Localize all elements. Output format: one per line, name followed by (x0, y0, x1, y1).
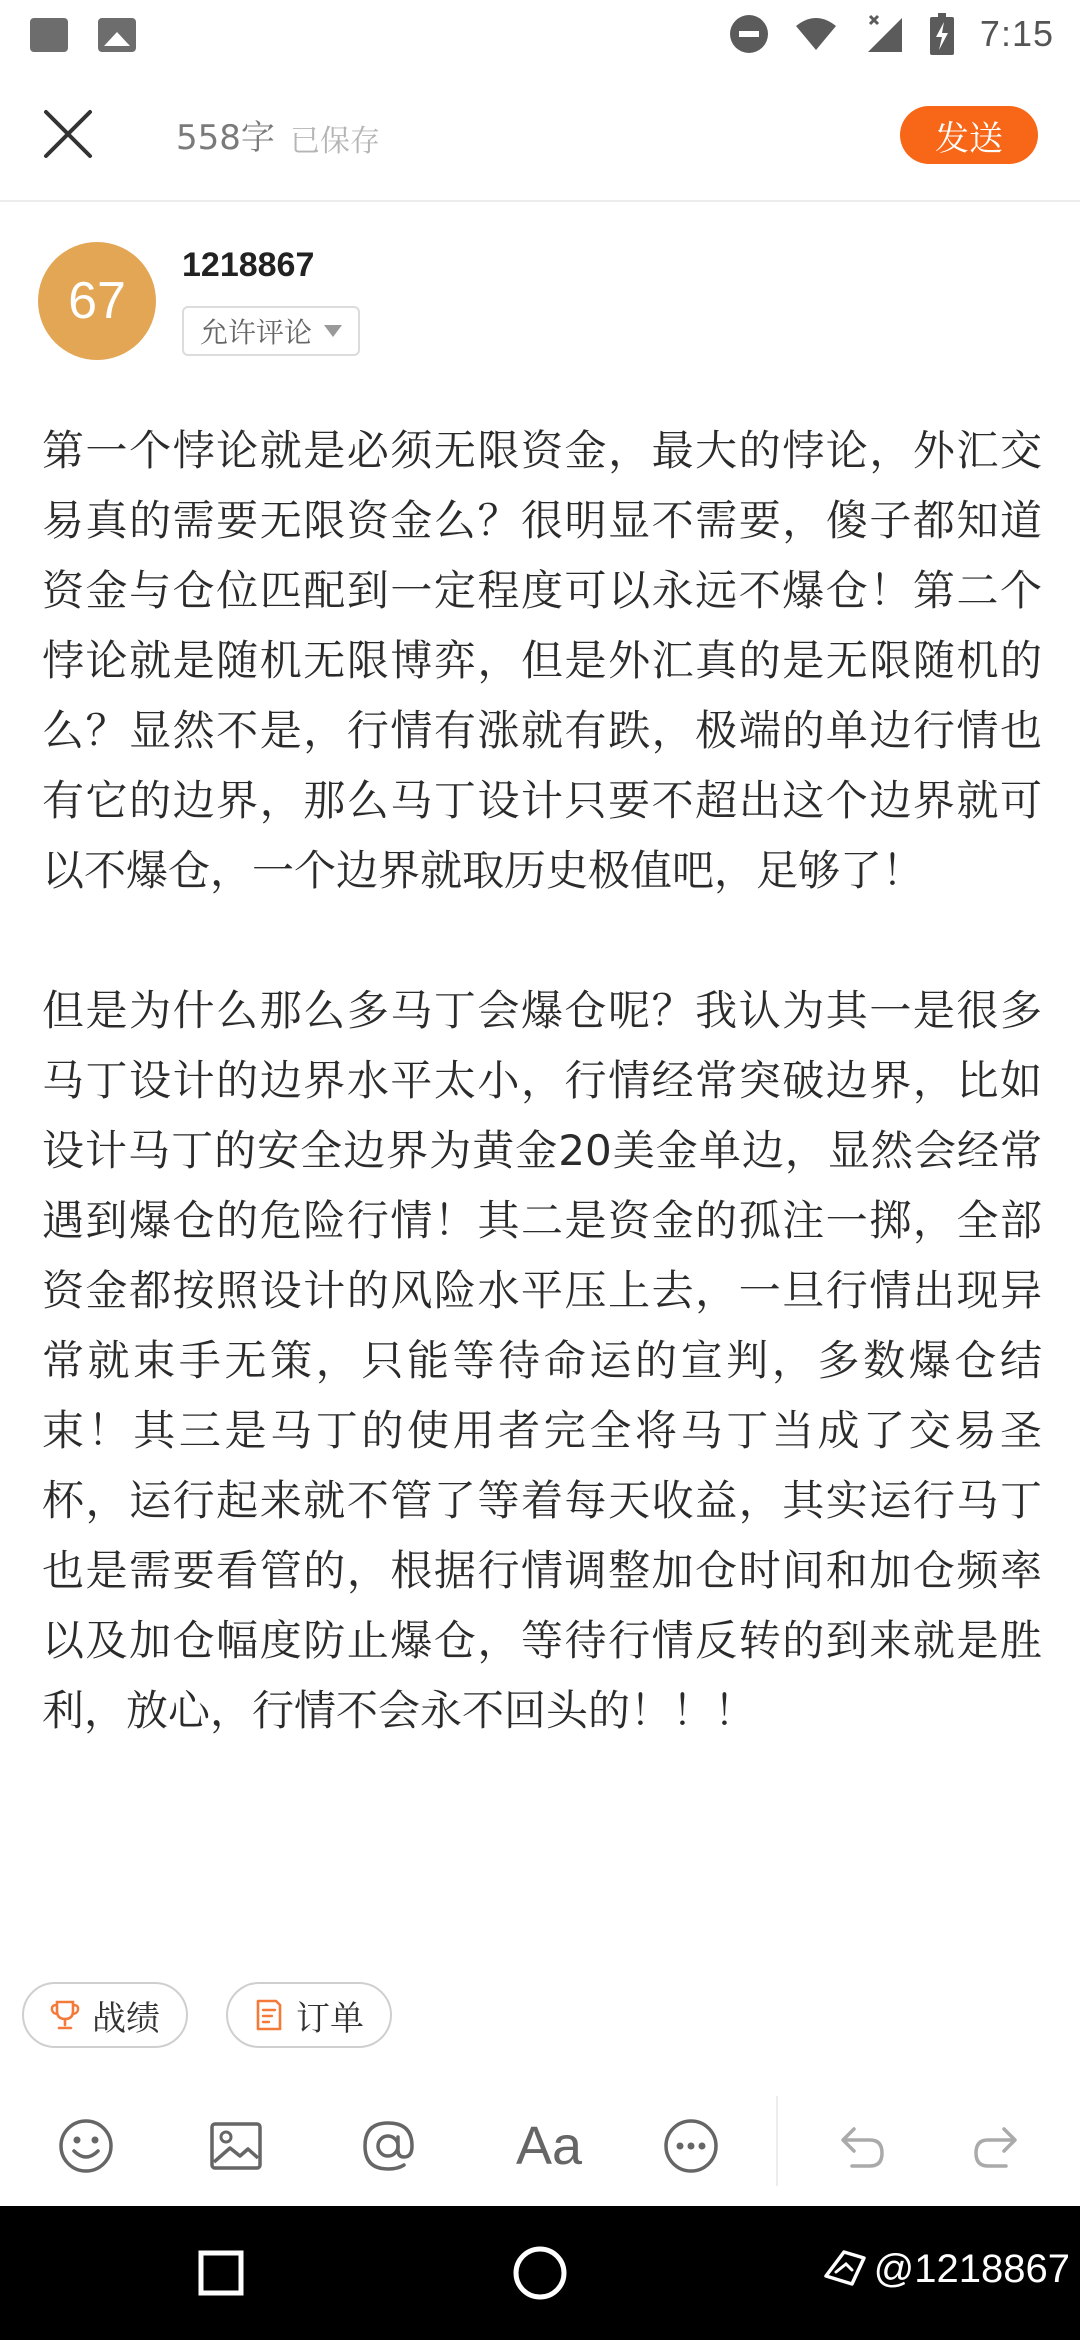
comment-permission-label: 允许评论 (200, 316, 313, 349)
attach-order-button[interactable] (226, 1982, 392, 2048)
avatar[interactable]: 67 (38, 242, 156, 360)
order-document-icon (252, 1998, 286, 2032)
paragraph: 但是为什么那么多马丁会爆仓呢？我认为其一是很多马丁设计的边界水平太小，行情经常突破边界，比如设计马丁的安全边界为黄金20美金单边，显然会经常遇到爆仓的危险行情！其二是资金的孤注一掷，全部资金都按照设计的风险水平压上去，一旦行情出现异常就束手无策，只能等待命运的宣判，多数爆仓结束！其三是马丁的使用者完全将马丁当成了交易圣杯，运行起来就不管了等着每天收益，其实运行马丁也是需要看管的，根据行情调整加仓时间和加仓频率以及加仓幅度防止爆仓，等待行情反转的到来就是胜利，放心，行情不会永不回头的！！！ (42, 986, 1042, 1735)
send-button[interactable]: 发送 (900, 106, 1038, 164)
attach-order-label: 订单 (296, 1998, 364, 2039)
close-icon (36, 102, 100, 166)
text-format-button[interactable] (504, 2110, 594, 2182)
paragraph: 第一个悖论就是必须无限资金，最大的悖论，外汇交易真的需要无限资金么？很明显不需要，傻子都知道资金与仓位匹配到一定程度可以永远不爆仓！第二个悖论就是随机无限博弈，但是外汇真的是无限随机的么？显然不是，行情有涨就有跌，极端的单边行情也有它的边界，那么马丁设计只要不超出这个边界就可以不爆仓，一个边界就取历史极值吧，足够了！ (42, 426, 1042, 895)
post-editor-body[interactable] (42, 416, 1042, 1746)
emoji-button[interactable] (50, 2110, 122, 2182)
image-notification-icon (98, 18, 136, 52)
watermark-text: @1218867 (873, 2246, 1070, 2291)
word-count: 558字 (176, 118, 275, 158)
platform-logo-icon (822, 2246, 868, 2292)
undo-button[interactable] (824, 2110, 896, 2182)
username: 1218867 (182, 246, 315, 284)
cellular-signal-icon (864, 14, 904, 54)
mention-button[interactable] (352, 2110, 424, 2182)
more-icon (661, 2116, 721, 2176)
more-button[interactable] (655, 2110, 727, 2182)
wifi-icon (794, 16, 838, 52)
insert-image-button[interactable] (200, 2110, 272, 2182)
emoji-icon (56, 2116, 116, 2176)
do-not-disturb-icon (730, 15, 768, 53)
battery-charging-icon (930, 13, 954, 55)
status-bar (0, 0, 1080, 66)
image-icon (206, 2116, 266, 2176)
close-button[interactable] (36, 102, 100, 166)
dropdown-caret-icon (324, 325, 342, 337)
home-button[interactable] (503, 2236, 577, 2310)
trophy-icon (48, 1998, 82, 2032)
saved-status: 已保存 (290, 124, 380, 159)
editor-header (0, 66, 1080, 202)
toolbar-divider (776, 2096, 778, 2186)
home-circle-icon (503, 2236, 577, 2310)
notification-box-icon (30, 18, 68, 52)
recents-square-icon (184, 2236, 258, 2310)
redo-icon (968, 2116, 1028, 2176)
attach-record-button[interactable] (22, 1982, 188, 2048)
undo-icon (830, 2116, 890, 2176)
watermark (822, 2246, 1070, 2292)
recents-button[interactable] (184, 2236, 258, 2310)
clock: 7:15 (979, 13, 1054, 54)
comment-permission-select[interactable] (182, 306, 360, 356)
mention-icon (357, 2115, 419, 2177)
system-nav-bar (0, 2206, 1080, 2340)
redo-button[interactable] (962, 2110, 1034, 2182)
text-format-icon: Aa (515, 2116, 583, 2176)
attach-record-label: 战绩 (92, 1998, 160, 2039)
